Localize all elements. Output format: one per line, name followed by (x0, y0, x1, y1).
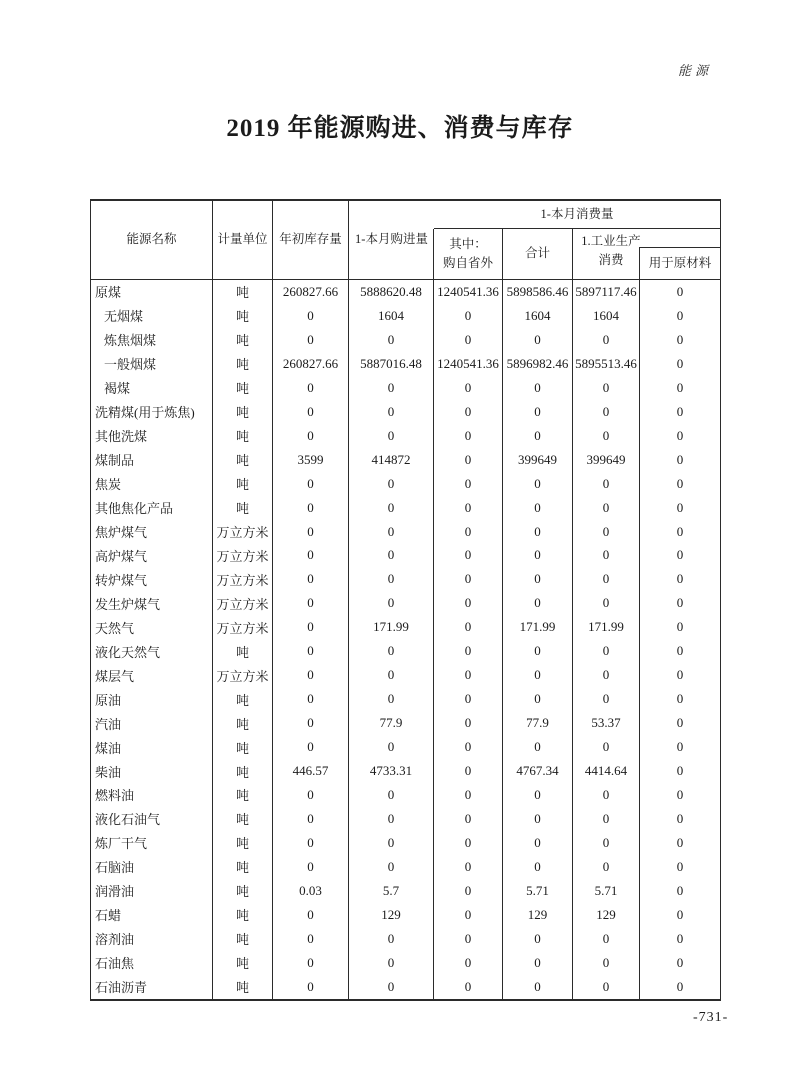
value-cell: 0 (503, 807, 573, 831)
table-header (91, 201, 720, 280)
value-cell: 0 (273, 807, 349, 831)
value-cell: 0 (676, 451, 684, 467)
value-cell: 5.71 (503, 879, 573, 903)
table-row (91, 879, 720, 903)
value-cell: 171.99 (349, 615, 434, 639)
value-cell: 0 (573, 567, 640, 591)
value-cell: 0 (434, 424, 503, 448)
value-cell: 5898586.46 (503, 280, 573, 304)
value-cell: 0 (273, 903, 349, 927)
value-cell: 0 (503, 639, 573, 663)
value-cell: 0 (349, 807, 434, 831)
energy-name-cell: 溶剂油 (91, 927, 213, 951)
value-cell: 0 (676, 355, 684, 371)
value-cell: 0 (434, 903, 503, 927)
value-cell: 0 (676, 906, 684, 922)
unit-cell: 吨 (213, 831, 273, 855)
value-cell: 0 (503, 496, 573, 520)
value-cell: 0 (434, 400, 503, 424)
table-row (91, 591, 720, 615)
energy-name-cell: 发生炉煤气 (91, 591, 213, 615)
value-cell: 0 (273, 783, 349, 807)
header-raw-material: 用于原材料 (639, 247, 720, 279)
header-month-purchase: 1-本月购进量 (355, 232, 428, 247)
value-cell: 0 (676, 571, 684, 587)
energy-name-cell: 柴油 (91, 759, 213, 783)
value-cell: 0 (676, 283, 684, 299)
value-cell: 0 (349, 687, 434, 711)
value-cell: 1604 (573, 304, 640, 328)
value-cell: 0 (503, 472, 573, 496)
section-corner-label: 能源 (677, 63, 712, 78)
value-cell: 0 (503, 567, 573, 591)
value-cell: 77.9 (349, 711, 434, 735)
value-cell: 0 (573, 927, 640, 951)
value-cell: 0 (273, 400, 349, 424)
value-cell: 5887016.48 (349, 352, 434, 376)
table-row (91, 543, 720, 567)
value-cell: 0 (503, 400, 573, 424)
value-cell: 0 (503, 687, 573, 711)
value-cell: 0 (349, 496, 434, 520)
value-cell: 0.03 (273, 879, 349, 903)
table-row (91, 951, 720, 975)
header-from-outside-line1: 其中： (449, 236, 487, 251)
value-cell: 0 (676, 667, 684, 683)
value-cell: 0 (349, 975, 434, 999)
value-cell: 0 (676, 786, 684, 802)
energy-name-cell: 石油焦 (91, 951, 213, 975)
value-cell: 5896982.46 (503, 352, 573, 376)
table-row (91, 975, 720, 999)
table-row (91, 927, 720, 951)
table-row (91, 352, 720, 376)
table-row (91, 567, 720, 591)
value-cell: 0 (434, 615, 503, 639)
value-cell: 0 (573, 687, 640, 711)
value-cell: 0 (573, 639, 640, 663)
value-cell: 0 (434, 567, 503, 591)
header-total: 合计 (503, 229, 573, 279)
value-cell: 0 (573, 951, 640, 975)
energy-name-cell: 石脑油 (91, 855, 213, 879)
value-cell: 0 (273, 687, 349, 711)
header-group-month-consumption: 1-本月消费量 (434, 201, 720, 229)
table-row (91, 735, 720, 759)
unit-cell: 吨 (213, 424, 273, 448)
value-cell: 414872 (349, 448, 434, 472)
energy-name-cell: 高炉煤气 (91, 543, 213, 567)
table-row (91, 448, 720, 472)
value-cell: 1604 (503, 304, 573, 328)
value-cell: 0 (273, 376, 349, 400)
value-cell: 0 (349, 424, 434, 448)
value-cell: 0 (676, 715, 684, 731)
value-cell: 0 (434, 927, 503, 951)
value-cell: 0 (434, 759, 503, 783)
value-cell: 171.99 (503, 615, 573, 639)
energy-name-cell: 洗精煤(用于炼焦) (91, 400, 213, 424)
value-cell: 0 (676, 523, 684, 539)
unit-cell: 吨 (213, 448, 273, 472)
value-cell: 0 (273, 520, 349, 544)
value-cell: 0 (434, 855, 503, 879)
value-cell: 129 (349, 903, 434, 927)
unit-cell: 万立方米 (213, 520, 273, 544)
value-cell: 0 (503, 927, 573, 951)
value-cell: 0 (676, 763, 684, 779)
value-cell: 0 (434, 711, 503, 735)
energy-name-cell: 润滑油 (91, 879, 213, 903)
value-cell: 0 (273, 951, 349, 975)
unit-cell: 吨 (213, 328, 273, 352)
value-cell: 0 (573, 424, 640, 448)
value-cell: 0 (503, 424, 573, 448)
table-row (91, 831, 720, 855)
value-cell: 0 (349, 567, 434, 591)
value-cell: 0 (573, 735, 640, 759)
value-cell: 0 (273, 304, 349, 328)
value-cell: 0 (676, 307, 684, 323)
value-cell: 53.37 (573, 711, 640, 735)
energy-name-cell: 燃料油 (91, 783, 213, 807)
unit-cell: 吨 (213, 711, 273, 735)
table-row (91, 855, 720, 879)
value-cell: 0 (434, 783, 503, 807)
value-cell: 129 (573, 903, 640, 927)
value-cell: 0 (273, 711, 349, 735)
energy-name-cell: 液化天然气 (91, 639, 213, 663)
table-row (91, 639, 720, 663)
value-cell: 5888620.48 (349, 280, 434, 304)
energy-name-cell: 其他洗煤 (91, 424, 213, 448)
energy-name-cell: 石蜡 (91, 903, 213, 927)
value-cell: 0 (273, 831, 349, 855)
value-cell: 129 (503, 903, 573, 927)
value-cell: 3599 (273, 448, 349, 472)
value-cell: 0 (273, 591, 349, 615)
unit-cell: 万立方米 (213, 615, 273, 639)
unit-cell: 吨 (213, 735, 273, 759)
value-cell: 0 (434, 543, 503, 567)
value-cell: 0 (676, 810, 684, 826)
value-cell: 4767.34 (503, 759, 573, 783)
value-cell: 0 (434, 831, 503, 855)
energy-name-cell: 一般烟煤 (91, 352, 213, 376)
value-cell: 0 (273, 472, 349, 496)
unit-cell: 吨 (213, 759, 273, 783)
value-cell: 0 (434, 639, 503, 663)
value-cell: 4414.64 (573, 759, 640, 783)
value-cell: 0 (503, 591, 573, 615)
energy-name-cell: 转炉煤气 (91, 567, 213, 591)
page-title: 2019 年能源购进、消费与库存 (226, 115, 574, 142)
value-cell: 0 (349, 831, 434, 855)
value-cell: 260827.66 (273, 352, 349, 376)
value-cell: 0 (273, 496, 349, 520)
energy-name-cell: 其他焦化产品 (91, 496, 213, 520)
energy-name-cell: 原油 (91, 687, 213, 711)
header-industrial-line2: 消费 (598, 253, 624, 267)
value-cell: 0 (434, 807, 503, 831)
value-cell: 0 (573, 472, 640, 496)
value-cell: 0 (573, 543, 640, 567)
unit-cell: 万立方米 (213, 663, 273, 687)
unit-cell: 吨 (213, 280, 273, 304)
value-cell: 0 (273, 735, 349, 759)
value-cell: 0 (349, 472, 434, 496)
value-cell: 0 (434, 951, 503, 975)
value-cell: 0 (434, 591, 503, 615)
table-row (91, 328, 720, 352)
energy-name-cell: 煤层气 (91, 663, 213, 687)
header-energy-name: 能源名称 (91, 201, 213, 279)
value-cell: 0 (273, 927, 349, 951)
value-cell: 399649 (503, 448, 573, 472)
unit-cell: 吨 (213, 472, 273, 496)
header-from-outside (433, 229, 503, 279)
unit-cell: 吨 (213, 352, 273, 376)
value-cell: 446.57 (273, 759, 349, 783)
value-cell: 0 (573, 520, 640, 544)
unit-cell: 吨 (213, 496, 273, 520)
unit-cell: 吨 (213, 400, 273, 424)
table-row (91, 400, 720, 424)
value-cell: 0 (503, 328, 573, 352)
value-cell: 0 (349, 376, 434, 400)
value-cell: 0 (503, 855, 573, 879)
unit-cell: 吨 (213, 807, 273, 831)
value-cell: 0 (676, 403, 684, 419)
unit-cell: 万立方米 (213, 543, 273, 567)
value-cell: 1240541.36 (434, 280, 503, 304)
value-cell: 0 (503, 520, 573, 544)
value-cell: 0 (573, 663, 640, 687)
table-row (91, 783, 720, 807)
value-cell: 0 (273, 328, 349, 352)
value-cell: 0 (676, 834, 684, 850)
value-cell: 77.9 (503, 711, 573, 735)
value-cell: 0 (676, 547, 684, 563)
value-cell: 0 (676, 331, 684, 347)
table-row (91, 663, 720, 687)
value-cell: 0 (573, 496, 640, 520)
energy-name-cell: 炼厂干气 (91, 831, 213, 855)
value-cell: 0 (273, 424, 349, 448)
value-cell: 0 (503, 951, 573, 975)
header-from-outside-line2: 购自省外 (442, 256, 493, 270)
value-cell: 0 (573, 328, 640, 352)
value-cell: 0 (349, 855, 434, 879)
table-body (91, 280, 720, 999)
value-cell: 0 (503, 735, 573, 759)
value-cell: 0 (676, 379, 684, 395)
value-cell: 0 (349, 591, 434, 615)
value-cell: 5.7 (349, 879, 434, 903)
value-cell: 0 (503, 543, 573, 567)
value-cell: 0 (349, 543, 434, 567)
table-row (91, 304, 720, 328)
table-row (91, 424, 720, 448)
table-row (91, 903, 720, 927)
energy-name-cell: 煤制品 (91, 448, 213, 472)
value-cell: 1604 (349, 304, 434, 328)
value-cell: 0 (676, 619, 684, 635)
value-cell: 0 (434, 687, 503, 711)
value-cell: 0 (573, 591, 640, 615)
value-cell: 0 (434, 975, 503, 999)
value-cell: 0 (349, 951, 434, 975)
table-row (91, 520, 720, 544)
header-industrial-line1: 1.工业生产 (581, 234, 641, 248)
energy-table (90, 199, 721, 1001)
value-cell: 4733.31 (349, 759, 434, 783)
value-cell: 0 (273, 975, 349, 999)
energy-name-cell: 炼焦烟煤 (91, 328, 213, 352)
value-cell: 0 (349, 783, 434, 807)
value-cell: 0 (573, 831, 640, 855)
table-row (91, 376, 720, 400)
value-cell: 0 (434, 376, 503, 400)
header-begin-inventory: 年初库存量 (273, 201, 349, 279)
value-cell: 0 (273, 567, 349, 591)
value-cell: 0 (676, 858, 684, 874)
table-row (91, 687, 720, 711)
value-cell: 0 (676, 595, 684, 611)
value-cell: 5.71 (573, 879, 640, 903)
table-row (91, 280, 720, 304)
value-cell: 0 (273, 855, 349, 879)
unit-cell: 吨 (213, 879, 273, 903)
energy-name-cell: 汽油 (91, 711, 213, 735)
unit-cell: 吨 (213, 687, 273, 711)
value-cell: 0 (349, 639, 434, 663)
value-cell: 0 (349, 735, 434, 759)
value-cell: 0 (573, 855, 640, 879)
unit-cell: 吨 (213, 783, 273, 807)
unit-cell: 吨 (213, 376, 273, 400)
value-cell: 0 (273, 615, 349, 639)
value-cell: 0 (273, 639, 349, 663)
value-cell: 0 (273, 663, 349, 687)
value-cell: 0 (349, 520, 434, 544)
value-cell: 0 (349, 400, 434, 424)
value-cell: 0 (503, 975, 573, 999)
value-cell: 0 (676, 954, 684, 970)
value-cell: 0 (676, 978, 684, 994)
value-cell: 0 (349, 927, 434, 951)
unit-cell: 吨 (213, 304, 273, 328)
value-cell: 0 (676, 739, 684, 755)
value-cell: 0 (503, 831, 573, 855)
value-cell: 0 (434, 735, 503, 759)
energy-name-cell: 焦炉煤气 (91, 520, 213, 544)
unit-cell: 吨 (213, 639, 273, 663)
energy-name-cell: 天然气 (91, 615, 213, 639)
value-cell: 1240541.36 (434, 352, 503, 376)
table-row (91, 759, 720, 783)
value-cell: 0 (676, 427, 684, 443)
unit-cell: 吨 (213, 903, 273, 927)
value-cell: 5897117.46 (573, 280, 640, 304)
unit-cell: 吨 (213, 855, 273, 879)
unit-cell: 万立方米 (213, 567, 273, 591)
value-cell: 0 (434, 879, 503, 903)
unit-cell: 吨 (213, 927, 273, 951)
unit-cell: 吨 (213, 951, 273, 975)
value-cell: 0 (573, 783, 640, 807)
energy-name-cell: 焦炭 (91, 472, 213, 496)
value-cell: 260827.66 (273, 280, 349, 304)
value-cell: 0 (676, 882, 684, 898)
value-cell: 0 (434, 304, 503, 328)
page-number: -731- (693, 1010, 729, 1025)
table-row (91, 711, 720, 735)
value-cell: 0 (434, 448, 503, 472)
value-cell: 0 (434, 472, 503, 496)
value-cell: 0 (573, 975, 640, 999)
value-cell: 0 (676, 691, 684, 707)
energy-name-cell: 煤油 (91, 735, 213, 759)
value-cell: 0 (273, 543, 349, 567)
energy-name-cell: 石油沥青 (91, 975, 213, 999)
value-cell: 0 (676, 475, 684, 491)
table-row (91, 807, 720, 831)
value-cell: 0 (503, 663, 573, 687)
value-cell: 0 (434, 663, 503, 687)
value-cell: 0 (503, 376, 573, 400)
value-cell: 0 (676, 499, 684, 515)
energy-name-cell: 液化石油气 (91, 807, 213, 831)
value-cell: 0 (434, 496, 503, 520)
unit-cell: 吨 (213, 975, 273, 999)
energy-name-cell: 褐煤 (91, 376, 213, 400)
value-cell: 0 (349, 328, 434, 352)
energy-name-cell: 无烟煤 (91, 304, 213, 328)
unit-cell: 万立方米 (213, 591, 273, 615)
value-cell: 0 (434, 520, 503, 544)
energy-name-cell: 原煤 (91, 280, 213, 304)
table-row (91, 496, 720, 520)
value-cell: 0 (434, 328, 503, 352)
header-unit: 计量单位 (213, 201, 273, 279)
value-cell: 171.99 (573, 615, 640, 639)
table-row (91, 615, 720, 639)
value-cell: 399649 (573, 448, 640, 472)
value-cell: 0 (503, 783, 573, 807)
header-industrial-consumption (573, 229, 720, 279)
value-cell: 5895513.46 (573, 352, 640, 376)
value-cell: 0 (573, 376, 640, 400)
value-cell: 0 (573, 400, 640, 424)
value-cell: 0 (349, 663, 434, 687)
value-cell: 0 (676, 930, 684, 946)
table-row (91, 472, 720, 496)
value-cell: 0 (573, 807, 640, 831)
value-cell: 0 (676, 643, 684, 659)
